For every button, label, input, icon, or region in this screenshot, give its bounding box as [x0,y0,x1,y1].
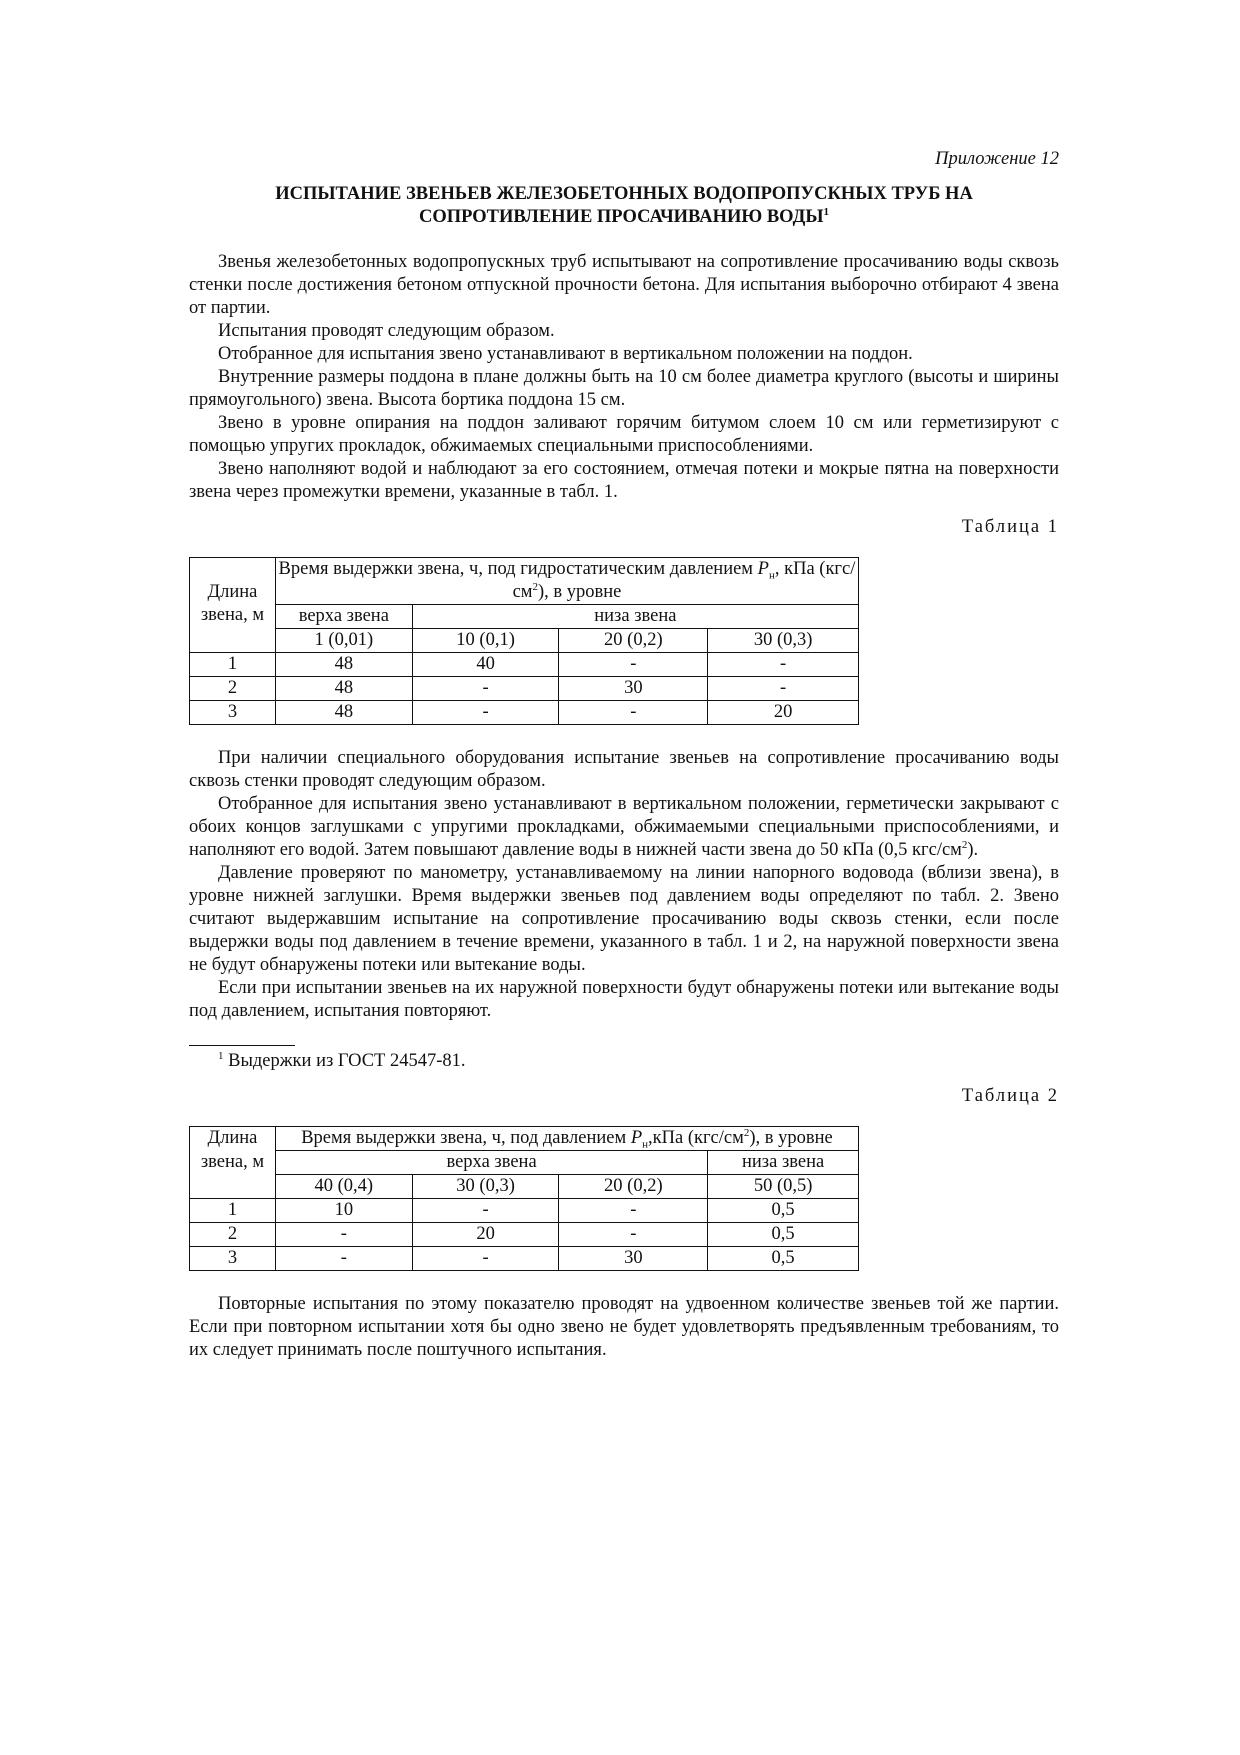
table1-header [275,558,858,605]
section-retest [189,1293,1059,1362]
footnote-mark: 1 [218,1049,224,1062]
table1-pressure: 30 (0,3) [708,629,859,653]
title-text: ИСПЫТАНИЕ ЗВЕНЬЕВ ЖЕЛЕЗОБЕТОННЫХ ВОДОПРОПУСКНЫХ ТРУБ НА СОПРОТИВЛЕНИЕ ПРОСАЧИВАНИЮ ВОДЫ [275,184,973,227]
table2-caption: Таблица 2 [961,1086,1059,1106]
table1-header-p: P [757,559,769,579]
table-row [190,1247,859,1271]
table2-header-mid: ,кПа (кгс/см [648,1128,744,1148]
table-cell: - [559,1223,708,1247]
table1-header-mid: , кПа (кгс/см [512,559,856,602]
table-row [190,1199,859,1223]
table1-header-post: ), в уровне [537,582,622,602]
table2-header [275,1127,858,1151]
table1-header-sup: 2 [532,580,538,593]
section-intro [189,251,1059,504]
table-cell: - [559,653,708,677]
paragraph: Отобранное для испытания звено устанавливают в вертикальном положении на поддон. [218,344,913,364]
table1-header-pre: Время выдержки звена, ч, под гидростатическим давлением [278,559,758,579]
document-content [189,148,1059,1362]
table-cell: - [412,1247,559,1271]
paragraph: Внутренние размеры поддона в плане должны быть на 10 см более диаметра круглого (высоты и ширины прямоугольного) звена. Высота бортика поддона 15 см. [189,367,1059,410]
table-cell: 20 [708,701,859,725]
table-cell: 20 [412,1223,559,1247]
table1-pressure: 10 (0,1) [412,629,559,653]
table2-pressure-row [190,1175,859,1199]
table-cell: - [275,1223,412,1247]
paragraph: При наличии специального оборудования испытание звеньев на сопротивление просачиванию воды сквозь стенки проводят следующим образом. [189,748,1059,791]
table2 [189,1126,859,1271]
table1-col-length: Длина звена, м [190,558,276,653]
table-cell: 40 [412,653,559,677]
table1-pressure-row [190,629,859,653]
table2-pressure: 20 (0,2) [559,1175,708,1199]
paragraph-pressure-tail: ). [967,840,979,860]
table-cell: 48 [275,653,412,677]
table2-header-post: ), в уровне [749,1128,833,1148]
paragraph-pressure-sup: 2 [961,838,968,851]
table-cell: 30 [559,677,708,701]
paragraph: Повторные испытания по этому показателю проводят на удвоенном количестве звеньев той же партии. Если при повторном испытании хотя бы одно звено не будет удовлетворять предъявленным требованиям, то их следует принимать после поштучного испытания. [189,1294,1059,1360]
footnote-text: Выдержки из ГОСТ 24547-81. [228,1051,466,1071]
table-cell: 30 [559,1247,708,1271]
table-cell: 1 [190,1199,276,1223]
table2-header-row [190,1127,859,1151]
table-cell: - [412,1199,559,1223]
paragraph: Испытания проводят следующим образом. [218,321,555,341]
table-row [190,1223,859,1247]
table2-col-length-blank [190,1175,276,1199]
table-row [190,653,859,677]
footnote [189,1050,1059,1073]
table-row [190,677,859,701]
table2-col-length-1: Длина [190,1127,276,1151]
table1-pressure: 1 (0,01) [275,629,412,653]
table-cell: 10 [275,1199,412,1223]
table1-header-sub: н [768,569,775,582]
table-cell: 0,5 [708,1199,859,1223]
paragraph-pressure [189,793,1059,862]
title-footnote-mark: 1 [823,205,830,218]
table2-group-top: верха звена [275,1151,707,1175]
table2-col-length-2: звена, м [190,1151,276,1175]
table-cell: - [275,1247,412,1271]
table1-group-row [190,605,859,629]
table-cell: - [412,677,559,701]
table-cell: - [559,1199,708,1223]
footnote-divider [189,1045,295,1046]
paragraph: Звенья железобетонных водопропускных труб испытывают на сопротивление просачиванию воды сквозь стенки после достижения бетоном отпускной прочности бетона. Для испытания выборочно отбирают 4 звена от партии. [189,252,1059,318]
paragraph: Если при испытании звеньев на их наружной поверхности будут обнаружены потеки или вытекание воды под давлением, испытания повторяют. [189,978,1059,1021]
table-cell: - [708,653,859,677]
table2-header-sup: 2 [743,1126,750,1139]
paragraph: Звено в уровне опирания на поддон заливают горячим битумом слоем 10 см или герметизируют с помощью упругих прокладок, обжимаемых специальными приспособлениями. [189,413,1059,456]
table1-group-top: верха звена [275,605,412,629]
table2-pressure: 40 (0,4) [275,1175,412,1199]
table1-header-row [190,558,859,605]
table-cell: 2 [190,677,276,701]
table-row [190,701,859,725]
document-title [189,183,1059,229]
table2-pressure: 30 (0,3) [412,1175,559,1199]
paragraph-pressure-text: Отобранное для испытания звено устанавливают в вертикальном положении, герметически закрывают с обоих концов заглушками с упругими прокладками, обжимаемыми специальными приспособлениями, и наполняют его водой. Затем повышают давление воды в нижней части звена до 50 кПа (0,5 кгс/см [189,794,1059,860]
table-cell: 3 [190,701,276,725]
table2-group-bottom: низа звена [708,1151,859,1175]
table2-header-p: P [630,1128,643,1148]
table2-header-pre: Время выдержки звена, ч, под давлением [301,1128,631,1148]
table-cell: 3 [190,1247,276,1271]
table-cell: - [412,701,559,725]
table2-group-row [190,1151,859,1175]
appendix-label: Приложение 12 [935,149,1059,169]
table-cell: 0,5 [708,1223,859,1247]
table-cell: - [708,677,859,701]
table1 [189,557,859,725]
paragraph: Давление проверяют по манометру, устанавливаемому на линии напорного водовода (вблизи звена), в уровне нижней заглушки. Время выдержки звеньев под давлением воды определяют по табл. 2. Звено считают выдержавшим испытание на сопротивление просачиванию воды сквозь стенки, если после выдержки воды под давлением в течение времени, указанного в табл. 1 и 2, на наружной поверхности звена не будут обнаружены потеки или вытекание воды. [189,863,1059,975]
paragraph: Звено наполняют водой и наблюдают за его состоянием, отмечая потеки и мокрые пятна на поверхности звена через промежутки времени, указанные в табл. 1. [189,459,1059,502]
table-cell: - [559,701,708,725]
table2-pressure: 50 (0,5) [708,1175,859,1199]
table2-header-sub: н [642,1138,649,1151]
table1-pressure: 20 (0,2) [559,629,708,653]
table-cell: 48 [275,677,412,701]
table-cell: 0,5 [708,1247,859,1271]
table-cell: 48 [275,701,412,725]
section-equipment [189,747,1059,1023]
table1-group-bottom: низа звена [412,605,858,629]
table1-caption: Таблица 1 [961,517,1059,537]
table-cell: 2 [190,1223,276,1247]
table-cell: 1 [190,653,276,677]
